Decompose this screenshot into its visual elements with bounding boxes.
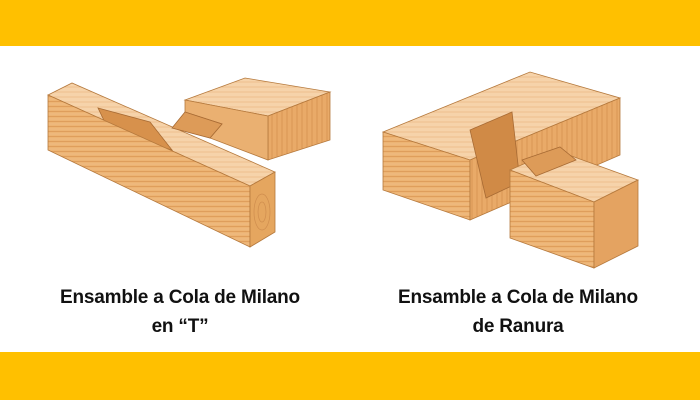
caption-line-1: Ensamble a Cola de Milano <box>60 287 300 308</box>
caption-line-1: Ensamble a Cola de Milano <box>398 287 638 308</box>
caption-line-2: de Ranura <box>472 316 564 337</box>
dovetail-groove-joint-illustration <box>383 72 638 268</box>
caption-line-2: en “T” <box>151 316 209 337</box>
dovetail-t-joint-illustration <box>48 78 330 247</box>
caption-dovetail-groove-joint <box>348 283 688 341</box>
bottom-yellow-band <box>0 352 700 400</box>
caption-dovetail-t-joint <box>20 283 340 341</box>
